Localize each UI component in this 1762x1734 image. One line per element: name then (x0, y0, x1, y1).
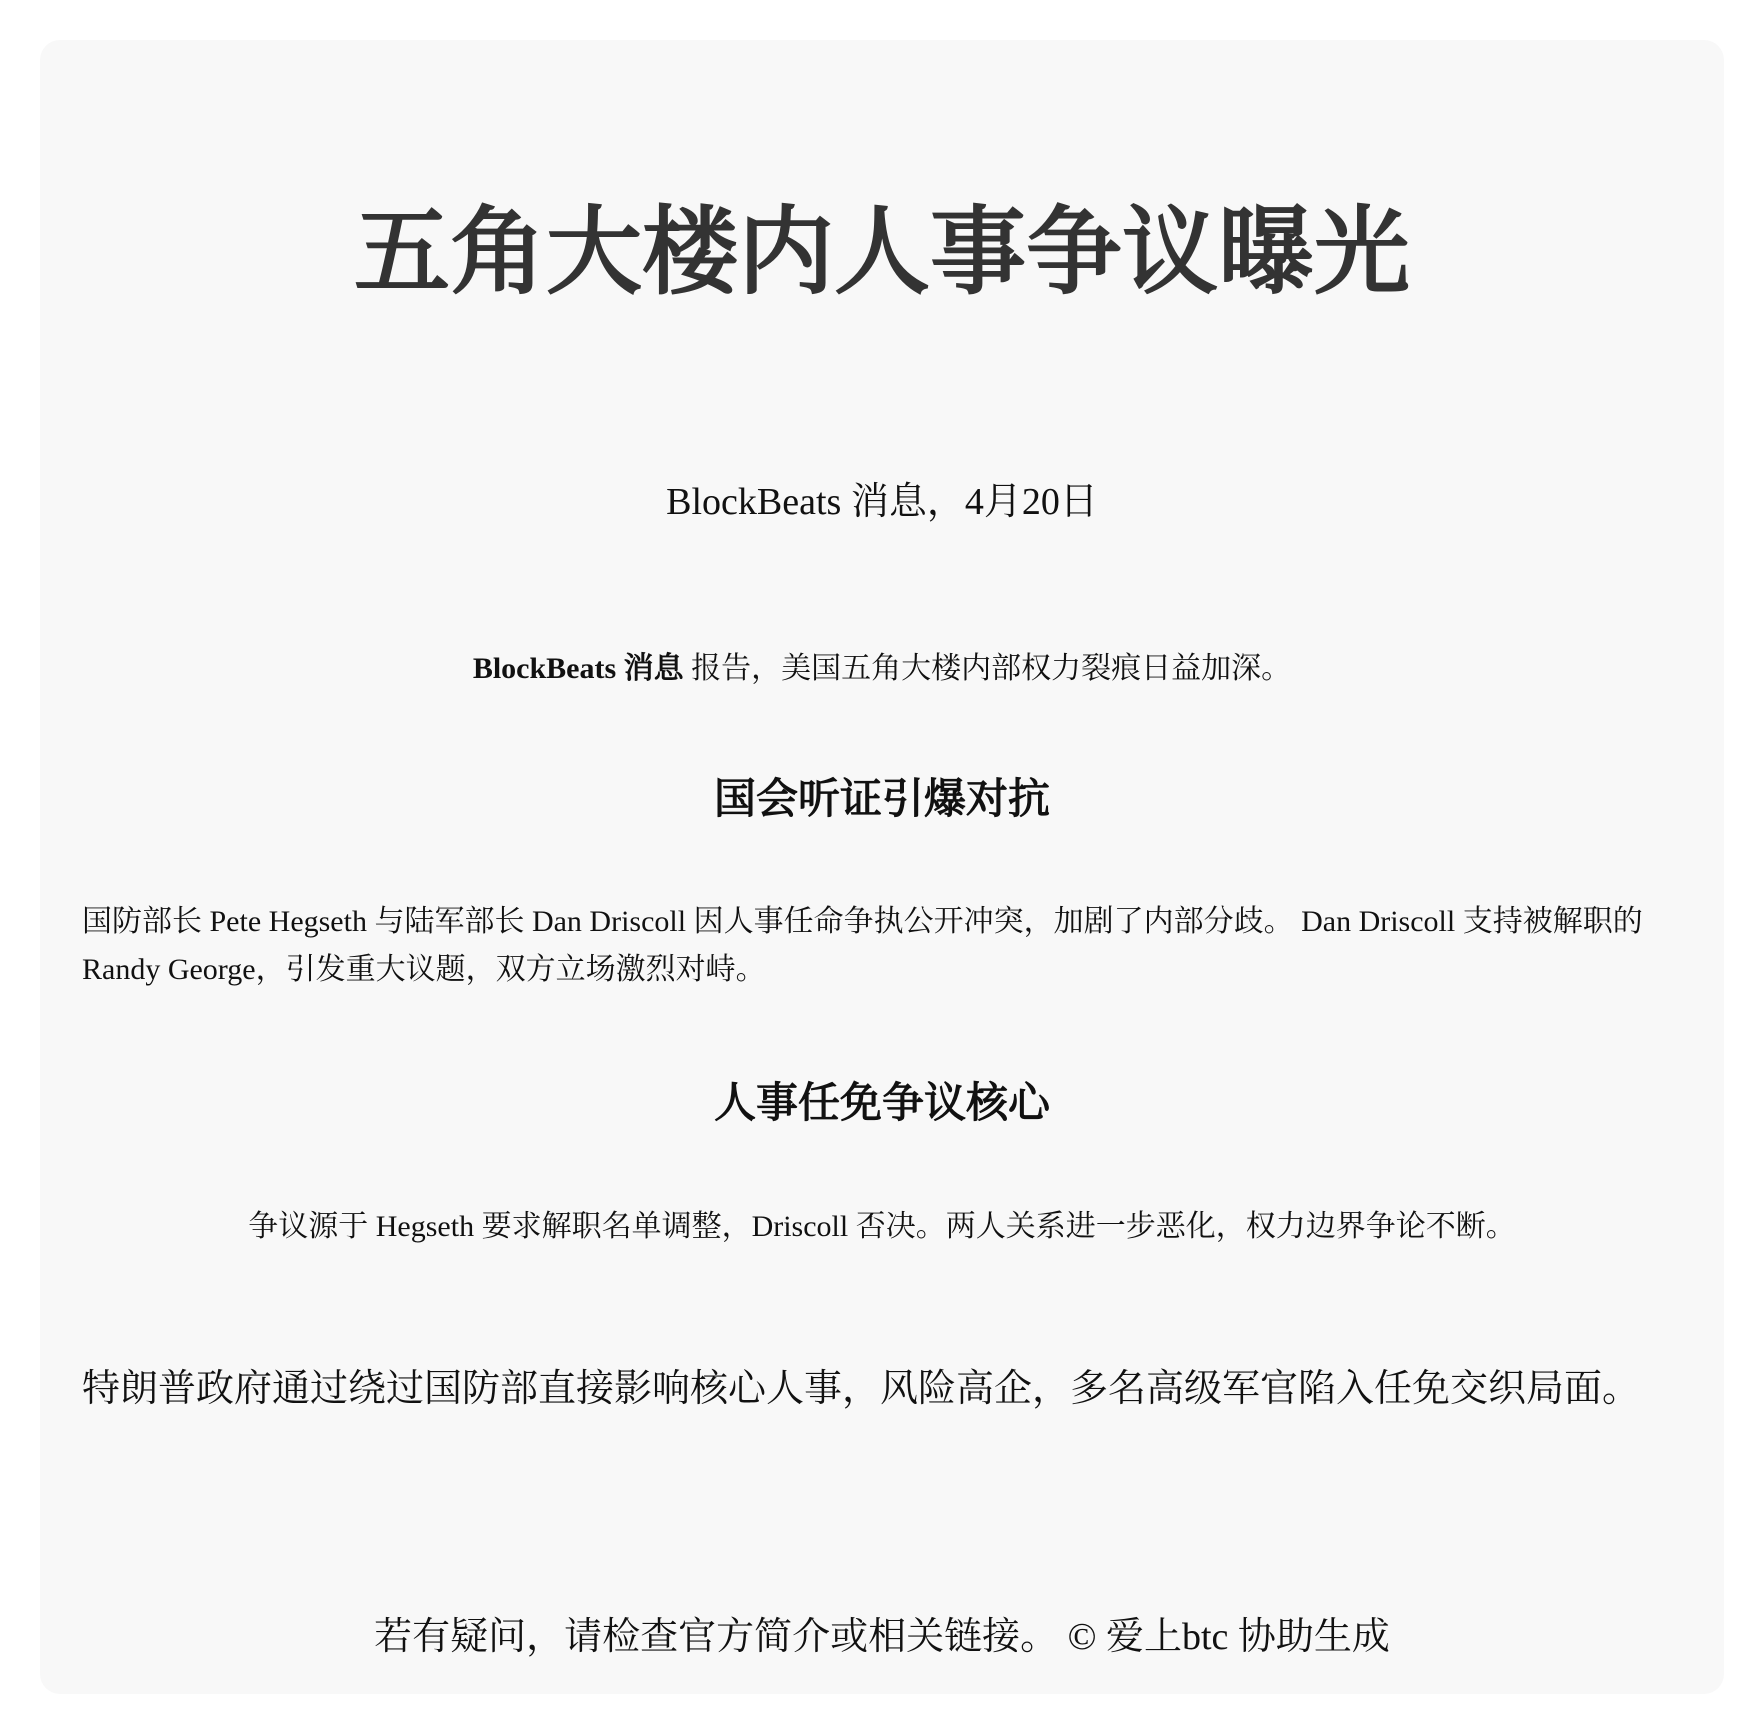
section-heading-hearing: 国会听证引爆对抗 (713, 774, 1050, 823)
section-body-personnel: 争议源于 Hegseth 要求解职名单调整，Driscoll 否决。两人关系进一步恶化，权力边界争论不断。 (248, 1210, 1516, 1243)
section-heading-personnel: 人事任免争议核心 (713, 1078, 1050, 1127)
dateline: BlockBeats 消息，4月20日 (666, 481, 1098, 523)
article-title: 五角大楼内人事争议曝光 (354, 196, 1410, 308)
footer-note: 若有疑问，请检查官方简介或相关链接。 © 爱上btc 协助生成 (374, 1616, 1390, 1658)
lead-paragraph (40, 643, 1724, 687)
lead-source: BlockBeats 消息 (472, 652, 684, 685)
lead-text: 报告，美国五角大楼内部权力裂痕日益加深。 (683, 652, 1292, 685)
summary-paragraph: 特朗普政府通过绕过国防部直接影响核心人事，风险高企，多名高级军官陷入任免交织局面。 (82, 1366, 1641, 1410)
article-card (40, 40, 1724, 1694)
section-body-hearing: 国防部长 Pete Hegseth 与陆军部长 Dan Driscoll 因人事任命争执公开冲突，加剧了内部分歧。 Dan Driscoll 支持被解职的 Randy George，引发重大议题，双方立场激烈对峙。 (82, 905, 1643, 986)
